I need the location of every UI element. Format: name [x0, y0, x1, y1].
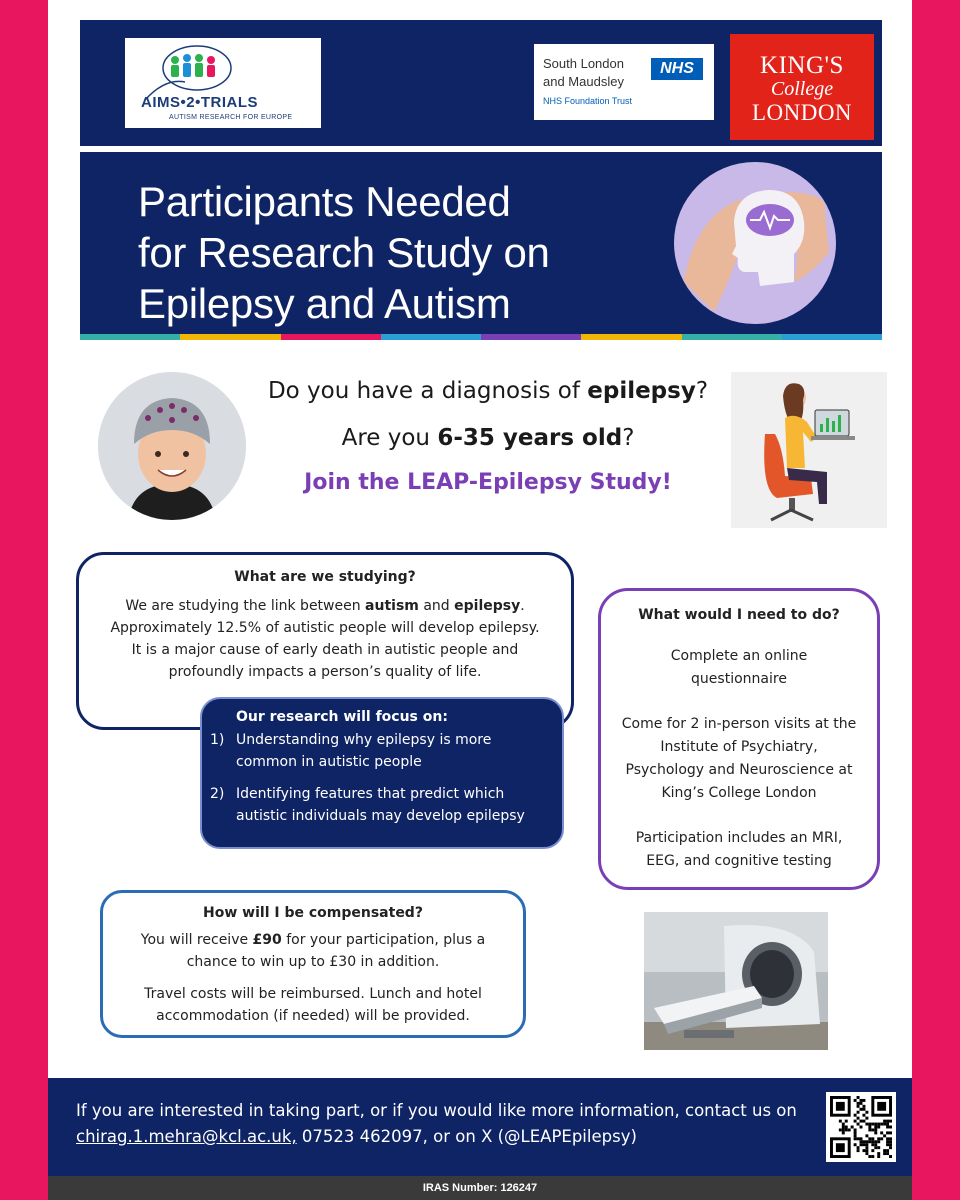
qr-module [868, 1155, 871, 1158]
qr-module [848, 1128, 851, 1131]
contact-email-link[interactable]: chirag.1.mehra@kcl.ac.uk, [76, 1127, 297, 1146]
question-epilepsy [208, 378, 768, 404]
qr-module [857, 1111, 860, 1114]
question-epilepsy-pre: Do you have a diagnosis of [267, 378, 588, 404]
compensation-travel: Travel costs will be reimbursed. Lunch and hotel accommodation (if needed) will be provided. [144, 986, 482, 1024]
qr-module [886, 1120, 889, 1123]
nhs-line-2: and Maudsley [543, 74, 624, 89]
mri-scanner-photo [644, 912, 828, 1050]
qr-code[interactable] [826, 1092, 896, 1162]
qr-module [874, 1123, 877, 1126]
qr-module [860, 1137, 863, 1140]
research-focus-box [200, 697, 564, 849]
qr-module [857, 1096, 860, 1099]
qr-module [877, 1152, 880, 1155]
iras-number: IRAS Number: 126247 [48, 1176, 912, 1200]
qr-module [883, 1149, 886, 1152]
qr-module [842, 1128, 845, 1131]
qr-module [886, 1126, 889, 1129]
title-line-1: Participants Needed [138, 178, 511, 225]
qr-module [862, 1114, 865, 1117]
qr-module [877, 1102, 886, 1111]
compensation-amount: £90 [252, 932, 282, 948]
kcl-line-1: KING'S [760, 52, 844, 79]
qr-module [860, 1126, 863, 1129]
mri-scanner-icon [644, 912, 828, 1050]
qr-module [851, 1126, 854, 1129]
qr-module [842, 1131, 845, 1134]
qr-module [874, 1128, 877, 1131]
qr-module [854, 1114, 857, 1117]
poster-title [138, 176, 658, 329]
qr-module [865, 1134, 868, 1137]
qr-module [857, 1102, 860, 1105]
qr-module [854, 1143, 857, 1146]
qr-module [883, 1134, 886, 1137]
qr-module [862, 1099, 865, 1102]
color-stripe [80, 334, 882, 340]
qr-module [845, 1120, 848, 1123]
qr-module [862, 1143, 865, 1146]
qr-module [868, 1126, 871, 1129]
focus-item-2-text: Identifying features that predict which autistic individuals may develop epilepsy [236, 786, 525, 824]
qr-module [836, 1143, 845, 1152]
qr-module [871, 1143, 874, 1146]
qr-module [880, 1131, 883, 1134]
stripe-segment [281, 334, 381, 340]
qr-module [854, 1120, 857, 1123]
title-line-2: for Research Study on [138, 229, 550, 276]
qr-module [880, 1123, 883, 1126]
qr-module [862, 1108, 865, 1111]
qr-module [886, 1140, 889, 1143]
qr-module [889, 1155, 892, 1158]
focus-item-1 [210, 729, 552, 773]
qr-module [877, 1126, 880, 1129]
qr-module [871, 1155, 874, 1158]
qr-module [860, 1120, 863, 1123]
focus-item-2 [210, 783, 552, 827]
what-would-i-need-to-do-box [598, 588, 880, 890]
qr-module [886, 1152, 889, 1155]
studying-line-3: It is a major cause of early death in autistic people and [131, 642, 519, 658]
qr-module [874, 1143, 877, 1146]
qr-module [854, 1128, 857, 1131]
qr-module [857, 1137, 860, 1140]
qr-module [865, 1111, 868, 1114]
question-epilepsy-post: ? [695, 378, 709, 404]
qr-module [874, 1146, 877, 1149]
qr-module [865, 1152, 868, 1155]
qr-module [845, 1128, 848, 1131]
qr-module [865, 1146, 868, 1149]
stripe-segment [481, 334, 581, 340]
qr-module [862, 1105, 865, 1108]
studying-line-2: Approximately 12.5% of autistic people will develop epilepsy. [110, 620, 540, 636]
qr-module [889, 1146, 892, 1149]
qr-module [874, 1140, 877, 1143]
question-age [208, 425, 768, 451]
qr-module [877, 1155, 880, 1158]
contact-text [76, 1098, 816, 1150]
stripe-segment [682, 334, 782, 340]
focus-item-1-text: Understanding why epilepsy is more common in autistic people [236, 732, 492, 770]
studying-heading: What are we studying? [234, 569, 416, 585]
qr-module [839, 1128, 842, 1131]
studying-autism-bold: autism [365, 598, 419, 614]
qr-module [886, 1131, 889, 1134]
qr-module [854, 1134, 857, 1137]
qr-module [871, 1149, 874, 1152]
stripe-segment [180, 334, 280, 340]
question-age-bold: 6-35 years old [437, 425, 623, 451]
qr-module [857, 1105, 860, 1108]
qr-module [854, 1137, 857, 1140]
logo-band [80, 20, 882, 146]
nhs-badge: NHS [651, 58, 703, 80]
kings-college-london-logo [730, 34, 874, 140]
qr-module [857, 1123, 860, 1126]
head-brain-icon [674, 162, 836, 324]
qr-module [862, 1149, 865, 1152]
qr-module [842, 1123, 845, 1126]
studying-line-1-pre: We are studying the link between [125, 598, 366, 614]
contact-text-post: 07523 462097, or on X (@LEAPEpilepsy) [296, 1127, 637, 1146]
compensation-payment-post: for your participation, plus a chance to win up to £30 in addition. [186, 932, 486, 970]
qr-module [857, 1149, 860, 1152]
studying-line-1-post: . [520, 598, 525, 614]
qr-module [871, 1123, 874, 1126]
qr-module [886, 1149, 889, 1152]
qr-module [889, 1131, 892, 1134]
qr-module [860, 1102, 863, 1105]
qr-module [889, 1140, 892, 1143]
aims-logo-tagline: AUTISM RESEARCH FOR EUROPE [169, 114, 293, 121]
compensation-heading: How will I be compensated? [203, 905, 423, 921]
qr-module [862, 1140, 865, 1143]
qr-module [860, 1143, 863, 1146]
desk-person-icon [731, 372, 887, 528]
hands-brain-image [674, 162, 836, 324]
qr-module [889, 1126, 892, 1129]
qr-module [854, 1131, 857, 1134]
nhs-trust-text: NHS Foundation Trust [543, 96, 633, 106]
title-band [80, 152, 882, 334]
qr-module [883, 1120, 886, 1123]
qr-module [868, 1123, 871, 1126]
qr-module [877, 1137, 880, 1140]
compensation-box [100, 890, 526, 1038]
qr-module [868, 1140, 871, 1143]
qr-module [871, 1128, 874, 1131]
qr-module [862, 1120, 865, 1123]
studying-body [79, 595, 571, 683]
qr-module [871, 1140, 874, 1143]
aims-2-trials-logo [125, 38, 321, 128]
poster [48, 0, 912, 1200]
join-study-callout: Join the LEAP-Epilepsy Study! [304, 470, 672, 495]
studying-line-1-and: and [418, 598, 455, 614]
qr-module [889, 1143, 892, 1146]
qr-module [886, 1123, 889, 1126]
qr-module [877, 1146, 880, 1149]
qr-module [860, 1099, 863, 1102]
qr-code-icon [830, 1096, 892, 1158]
focus-item-2-number: 2) [210, 786, 225, 802]
qr-module [860, 1140, 863, 1143]
qr-module [883, 1123, 886, 1126]
qr-module [839, 1120, 842, 1123]
qr-module [836, 1102, 845, 1111]
qr-module [857, 1117, 860, 1120]
contact-text-pre: If you are interested in taking part, or if you would like more information, contact us on [76, 1101, 797, 1120]
qr-module [871, 1137, 874, 1140]
stripe-segment [782, 334, 882, 340]
question-age-post: ? [622, 425, 635, 451]
todo-heading: What would I need to do? [638, 607, 840, 623]
qr-module [868, 1128, 871, 1131]
todo-questionnaire: Complete an online questionnaire [670, 648, 808, 687]
qr-module [886, 1137, 889, 1140]
qr-module [877, 1123, 880, 1126]
focus-list [202, 729, 562, 827]
qr-module [860, 1108, 863, 1111]
qr-module [883, 1152, 886, 1155]
qr-module [845, 1126, 848, 1129]
qr-module [842, 1126, 845, 1129]
qr-module [865, 1149, 868, 1152]
person-at-computer-illustration [731, 372, 887, 528]
question-epilepsy-bold: epilepsy [587, 378, 696, 404]
aims-logo-name: AIMS•2•TRIALS [141, 94, 259, 111]
qr-module [868, 1137, 871, 1140]
studying-epilepsy-bold: epilepsy [454, 598, 521, 614]
qr-module [857, 1146, 860, 1149]
qr-module [880, 1137, 883, 1140]
kcl-line-3: LONDON [751, 100, 853, 125]
qr-module [865, 1117, 868, 1120]
qr-module [865, 1140, 868, 1143]
title-line-3: Epilepsy and Autism [138, 280, 511, 327]
nhs-trust-logo [534, 44, 714, 120]
focus-heading: Our research will focus on: [236, 709, 448, 725]
qr-module [889, 1137, 892, 1140]
qr-module [889, 1120, 892, 1123]
qr-module [874, 1126, 877, 1129]
todo-visits: Come for 2 in-person visits at the Institute of Psychiatry, Psychology and Neuroscience at King’s College London [621, 716, 857, 801]
qr-module [865, 1143, 868, 1146]
qr-module [886, 1143, 889, 1146]
contact-footer [48, 1078, 912, 1176]
compensation-payment [121, 929, 505, 973]
nhs-line-1: South London [543, 56, 624, 71]
todo-participation: Participation includes an MRI, EEG, and cognitive testing [635, 830, 843, 869]
qr-module [874, 1131, 877, 1134]
focus-item-1-number: 1) [210, 732, 225, 748]
question-age-pre: Are you [341, 425, 438, 451]
stripe-segment [80, 334, 180, 340]
compensation-payment-pre: You will receive [140, 932, 253, 948]
studying-line-4: profoundly impacts a person’s quality of life. [168, 664, 482, 680]
stripe-segment [581, 334, 681, 340]
stripe-segment [381, 334, 481, 340]
kcl-line-2: College [770, 78, 834, 100]
qr-module [877, 1140, 880, 1143]
studying-line-1 [79, 595, 571, 617]
qr-module [865, 1123, 868, 1126]
qr-module [854, 1099, 857, 1102]
